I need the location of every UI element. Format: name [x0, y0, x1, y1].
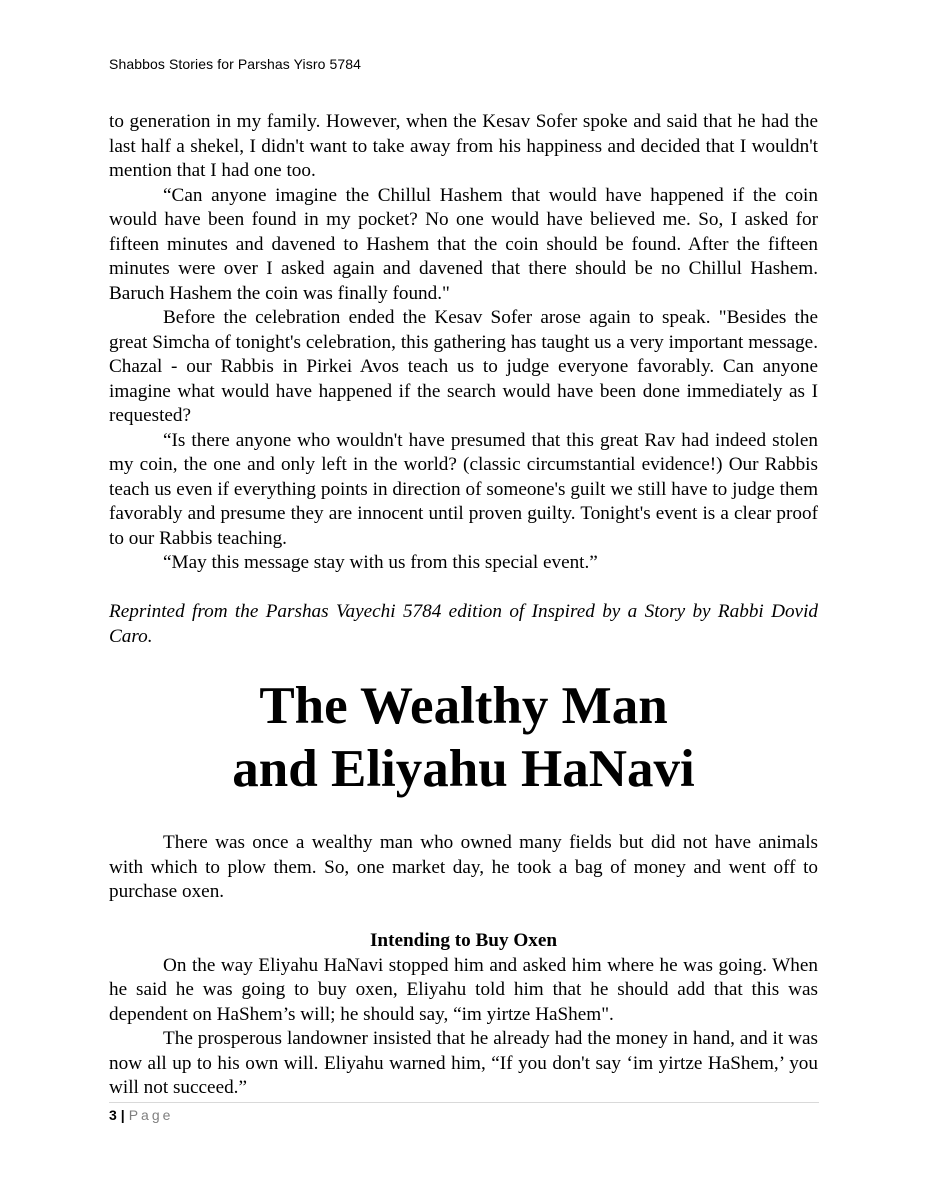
story1-paragraph-4: “Is there anyone who wouldn't have presumed that this great Rav had indeed stolen my coin, the one and only left in the world? (classic circumstantial evidence!) Our Rabbis teach us even if everything points in direction of someone's guilt we still have to judge them favorably and presume they are innocent until proven guilty. Tonight's event is a clear proof to our Rabbis teaching.	[109, 429, 818, 549]
story-title-line-2: and Eliyahu HaNavi	[232, 740, 695, 798]
story-title-line-1: The Wealthy Man	[259, 677, 668, 735]
story2-paragraph-2: The prosperous landowner insisted that he already had the money in hand, and it was now all up to his own will. Eliyahu warned him, “If you don't say ‘im yirtze HaShem,’ you will not succeed.”	[109, 1028, 818, 1098]
page-footer	[109, 1107, 173, 1123]
story1-paragraph-1: to generation in my family. However, when the Kesav Sofer spoke and said that he had the last half a shekel, I didn't want to take away from his happiness and decided that I wouldn't mention that I had one too.	[109, 111, 818, 181]
section-subheading: Intending to Buy Oxen	[369, 930, 558, 951]
footer-divider	[109, 1102, 819, 1103]
page-label: Page	[128, 1107, 174, 1123]
reprint-credit: Reprinted from the Parshas Vayechi 5784 edition of Inspired by a Story by Rabbi Dovid Caro.	[109, 601, 818, 647]
story1-paragraph-2: “Can anyone imagine the Chillul Hashem that would have happened if the coin would have been found in my pocket? No one would have believed me. So, I asked for fifteen minutes and davened to Hashem that the coin should be found. After the fifteen minutes were over I asked again and davened that there should be no Chillul Hashem. Baruch Hashem the coin was finally found."	[109, 184, 818, 304]
running-header: Shabbos Stories for Parshas Yisro 5784	[109, 56, 362, 72]
story1-paragraph-3: Before the celebration ended the Kesav Sofer arose again to speak. "Besides the great Simcha of tonight's celebration, this gathering has taught us a very important message. Chazal - our Rabbis in Pirkei Avos teach us to judge everyone favorably. Can anyone imagine what would have happened if the search would have been done immediately as I requested?	[109, 307, 818, 426]
page-number: 3	[109, 1107, 117, 1123]
story1-paragraph-5: “May this message stay with us from this special event.”	[163, 552, 598, 573]
footer-separator: |	[120, 1107, 125, 1123]
story2-intro: There was once a wealthy man who owned many fields but did not have animals with which to plow them. So, one market day, he took a bag of money and went off to purchase oxen.	[109, 832, 818, 902]
story-title	[109, 675, 818, 801]
story2-paragraph-1: On the way Eliyahu HaNavi stopped him and asked him where he was going. When he said he was going to buy oxen, Eliyahu told him that he should add that this was dependent on HaShem’s will; he should say, “im yirtze HaShem".	[109, 954, 818, 1025]
page-content	[109, 110, 818, 1101]
